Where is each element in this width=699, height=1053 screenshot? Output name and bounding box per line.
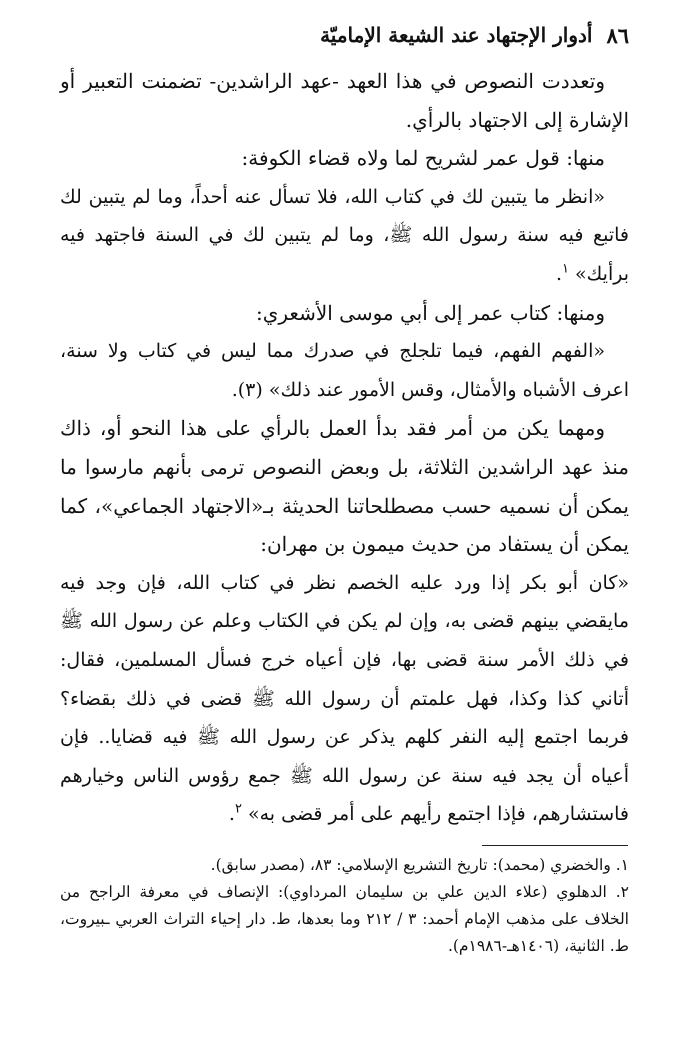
quote-text: «كان أبو بكر إذا ورد عليه الخصم نظر في كتاب الله، فإن وجد فيه مايقضي بينهم قضى به، وإن لم يكن في الكتاب وعلم عن رسول الله ﷺ في ذلك الأمر سنة قضى بها، فإن أعياه خرج فسأل المسلمين، فقال: أتاني كذا وكذا، فهل علمتم أن رسول الله ﷺ قضى في ذلك بقضاء؟ فربما اجتمع إليه النفر كلهم يذكر عن رسول الله ﷺ فيه قضايا.. فإن أعياه أن يجد فيه سنة عن رسول الله ﷺ جمع رؤوس الناس وخيارهم فاستشارهم، فإذا اجتمع رأيهم على أمر قضى به» [60,571,629,826]
paragraph-collective-ijtihad: ومهما يكن من أمر فقد بدأ العمل بالرأي على هذا النحو أو، ذاك منذ عهد الراشدين الثلاثة، بل وبعض النصوص ترمى بأنهم مارسوا ما يمكن أن نسميه حسب مصطلحاتنا الحديثة بـ«الاجتهاد الجماعي»، كما يمكن أن يستفاد من حديث ميمون بن مهران: [60,416,629,557]
footnote-2: ٢. الدهلوي (علاء الدين علي بن سليمان المرداوي): الإنصاف في معرفة الراجح من الخلاف على مذهب الإمام أحمد: ٣ / ٢١٢ وما بعدها، ط. دار إحياء التراث العربي ـبيروت، ط. الثانية، (١٤٠٦هـ-١٩٨٦م). [60,883,629,955]
paragraph-example-2: ومنها: كتاب عمر إلى أبي موسى الأشعري: [256,300,605,325]
paragraph-intro: وتعددت النصوص في هذا العهد -عهد الراشدين- تضمنت التعبير أو الإشارة إلى الاجتهاد بالرأي. [60,69,629,132]
footnote-divider [482,845,628,846]
main-text [60,62,629,834]
footnote-ref: ١ [561,261,569,277]
footnotes [60,852,629,960]
quote-text: «انظر ما يتبين لك في كتاب الله، فلا تسأل عنه أحداً، وما لم يتبين لك فاتبع فيه سنة رسول الله ﷺ، وما لم يتبين لك في السنة فاجتهد فيه برأيك» [60,185,629,285]
footnote-1: ١. والخضري (محمد): تاريخ التشريع الإسلامي: ٨٣، (مصدر سابق). [210,856,629,874]
page-number: ٨٦ [606,22,629,48]
footnote-ref: ٢ [234,801,242,817]
book-title: أدوار الإجتهاد عند الشيعة الإماميّة [320,23,593,47]
paragraph-example-1: منها: قول عمر لشريح لما ولاه قضاء الكوفة: [241,146,605,171]
quote-maymun: «كان أبو بكر إذا ورد عليه الخصم نظر في كتاب الله، فإن وجد فيه مايقضي بينهم قضى به، وإن لم يكن في الكتاب وعلم عن رسول الله ﷺ في ذلك الأمر سنة قضى بها، فإن أعياه خرج فسأل المسلمين، فقال: أتاني كذا وكذا، فهل علمتم أن رسول الله ﷺ قضى في ذلك بقضاء؟ فربما اجتمع إليه النفر كلهم يذكر عن رسول الله ﷺ فيه قضايا.. فإن أعياه أن يجد فيه سنة عن رسول الله ﷺ جمع رؤوس الناس وخيارهم فاستشارهم، فإذا اجتمع رأيهم على أمر قضى به» $^٢$. [60,571,629,826]
quote-umar-letter: «الفهم الفهم، فيما تلجلج في صدرك مما ليس في كتاب ولا سنة، اعرف الأشباه والأمثال، وقس الأمور عند ذلك» (٣). [60,340,629,401]
quote-umar-shurayh: «انظر ما يتبين لك في كتاب الله، فلا تسأل عنه أحداً، وما لم يتبين لك فاتبع فيه سنة رسول الله ﷺ، وما لم يتبين لك في السنة فاجتهد فيه برأيك» $^١$. [60,185,629,285]
running-header [60,20,629,50]
